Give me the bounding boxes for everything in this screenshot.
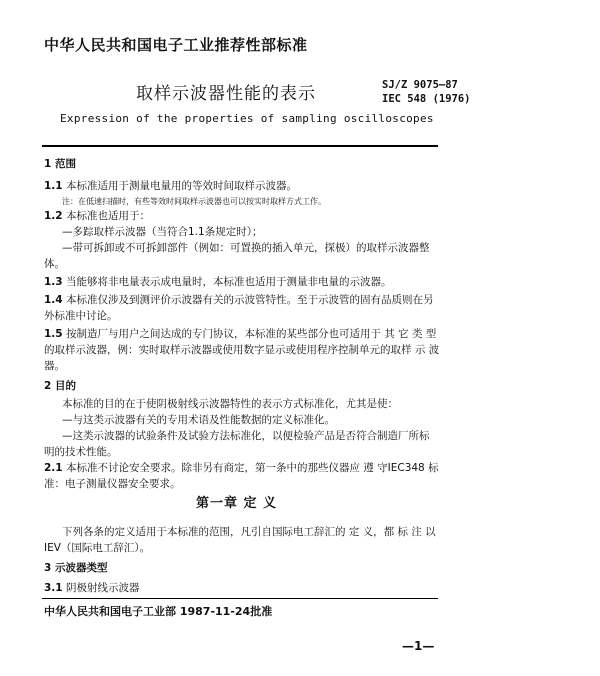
clause-continuation: 器。	[44, 360, 65, 372]
section-1-title: 1 范围	[44, 158, 76, 170]
clause-continuation: 准：电子测量仪器安全要求。	[44, 478, 181, 490]
clause-number: 1.3	[44, 276, 63, 288]
clause-1-5	[44, 326, 436, 343]
clause-3-1	[44, 580, 139, 597]
clause-text: 本标准适用于测量电量用的等效时间取样示波器。	[65, 180, 297, 192]
clause-number: 1.4	[44, 294, 63, 306]
list-item-continuation: 体。	[44, 258, 65, 270]
clause-2-1	[44, 460, 439, 477]
approval-line: 中华人民共和国电子工业部 1987-11-24批准	[44, 605, 273, 618]
clause-text: 本标准也适用于：	[65, 210, 150, 222]
page-number: —1—	[402, 639, 435, 653]
clause-text: 本标准仅涉及到测评价示波器有关的示波管特性。至于示波管的固有品质则在另	[65, 294, 434, 306]
clause-number: 1.1	[44, 180, 63, 192]
clause-text: 阴极射线示波器	[65, 582, 140, 594]
clause-continuation: 外标准中讨论。	[44, 310, 118, 322]
clause-number: 3.1	[44, 582, 63, 594]
list-item-continuation: 明的技术性能。	[44, 446, 118, 458]
top-rule	[42, 145, 438, 147]
clause-number: 1.5	[44, 328, 63, 340]
doc-title: 取样示波器性能的表示	[136, 84, 316, 104]
clause-number: 2.1	[44, 462, 63, 474]
clause-1-1-note: 注：在低速扫描时，有些等效时间取样示波器也可以按实时取样方式工作。	[62, 197, 326, 206]
clause-text: 当能够将非电量表示成电量时，本标准也适用于测量非电量的示波器。	[65, 276, 392, 288]
clause-1-3	[44, 274, 391, 291]
footer-rule	[42, 598, 438, 599]
clause-number: 1.2	[44, 210, 63, 222]
clause-continuation: 的取样示波器，例：实时取样示波器或使用数字显示或使用程序控制单元的取样 示 波	[44, 344, 440, 356]
paragraph-continuation: IEV（国际电工辞汇）。	[44, 542, 151, 554]
list-item: —多踪取样示波器（当符合1.1条规定时）；	[62, 226, 263, 238]
list-item: —带可拆卸或不可拆卸部件（例如：可置换的插入单元，探极）的取样示波器整	[62, 242, 430, 254]
clause-1-4	[44, 292, 433, 309]
section-3-title: 3 示波器类型	[44, 562, 108, 574]
list-item: —与这类示波器有关的专用术语及性能数据的定义标准化。	[62, 414, 335, 426]
english-title: Expression of the properties of sampling oscilloscopes	[60, 112, 434, 125]
standard-code: SJ/Z 9075—87	[382, 79, 458, 91]
clause-text: 本标准不讨论安全要求。除非另有商定，第一条中的那些仪器应 遵 守IEC348 标	[65, 462, 439, 474]
org-title: 中华人民共和国电子工业推荐性部标准	[44, 36, 308, 54]
paragraph: 本标准的目的在于使阴极射线示波器特性的表示方式标准化，尤其是使：	[62, 398, 398, 410]
list-item: —这类示波器的试验条件及试验方法标准化，以便检验产品是否符合制造厂所标	[62, 430, 430, 442]
iec-code: IEC 548 (1976)	[382, 93, 471, 105]
section-2-title: 2 目的	[44, 380, 76, 392]
paragraph: 下列各条的定义适用于本标准的范围，凡引自国际电工辞汇的 定 义，都 标 注 以	[62, 526, 436, 538]
clause-1-2	[44, 208, 150, 225]
clause-text: 按制造厂与用户之间达成的专门协议，本标准的某些部分也可适用于 其 它 类 型	[65, 328, 437, 340]
clause-1-1	[44, 178, 297, 195]
chapter-title: 第一章 定 义	[196, 496, 278, 511]
